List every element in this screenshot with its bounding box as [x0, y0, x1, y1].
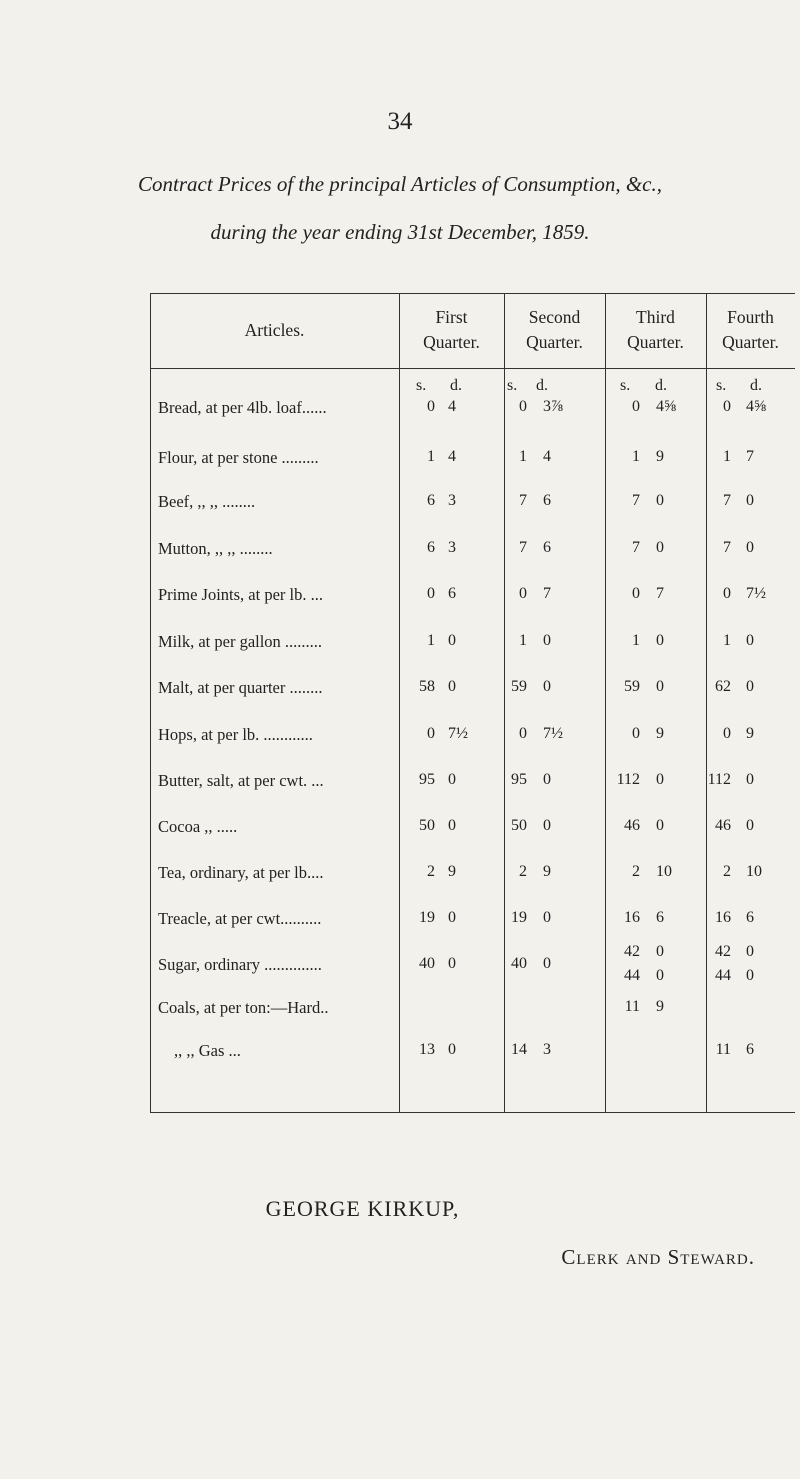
table-row-pence: 0	[448, 771, 456, 788]
table-row-shillings: 7	[632, 539, 640, 556]
header-q4-line1: Fourth	[727, 307, 774, 327]
header-q4-line2: Quarter.	[722, 332, 779, 352]
header-q3-line1: Third	[636, 307, 675, 327]
table-row-shillings: 0	[632, 585, 640, 602]
table-row-pence: 0	[746, 632, 754, 649]
article-label: Malt, at per quarter ........	[158, 678, 323, 697]
table-row-pence: 3	[448, 492, 456, 509]
sugar-row-pence: 0	[656, 967, 664, 984]
article-label: Cocoa ,, .....	[158, 817, 238, 836]
table-row-pence: 0	[746, 771, 754, 788]
sugar-row-shillings: 42	[624, 943, 640, 960]
article-label: Mutton, ,, ,, ........	[158, 539, 273, 558]
coals-gas-row-shillings: 14	[511, 1041, 527, 1058]
article-label: ,, ,, Gas ...	[174, 1041, 241, 1060]
table-row-shillings: 7	[723, 492, 731, 509]
title-line-2: during the year ending 31st December, 1859.	[210, 220, 590, 244]
header-q4	[706, 305, 795, 355]
table-row-shillings: 2	[723, 863, 731, 880]
table-row-pence: 7	[543, 585, 551, 602]
table-row-pence: 0	[448, 678, 456, 695]
table-row-shillings: 1	[632, 448, 640, 465]
table-row-pence: 0	[746, 539, 754, 556]
table-row-pence: 10	[656, 863, 672, 880]
table-row-pence: 4	[448, 398, 456, 415]
header-q1-line1: First	[435, 307, 468, 327]
table-row-shillings: 16	[624, 909, 640, 926]
header-q2-line2: Quarter.	[526, 332, 583, 352]
table-row-shillings: 62	[715, 678, 731, 695]
unit-s: s.	[416, 377, 427, 394]
article-label: Sugar, ordinary ..............	[158, 955, 322, 974]
coals-hard-row-shillings: 11	[624, 998, 640, 1015]
coals-gas-row-shillings: 11	[715, 1041, 731, 1058]
table-row-shillings: 19	[419, 909, 435, 926]
table-row-pence: 0	[746, 817, 754, 834]
coals-gas-row-pence: 6	[746, 1041, 754, 1058]
table-row-pence: 7	[656, 585, 664, 602]
table-row-shillings: 95	[419, 771, 435, 788]
table-row-pence: 10	[746, 863, 762, 880]
table-row-shillings: 1	[632, 632, 640, 649]
table-row-pence: 0	[656, 632, 664, 649]
table-row-pence: 7	[746, 448, 754, 465]
unit-d: d.	[450, 377, 462, 394]
table-row-shillings: 2	[632, 863, 640, 880]
header-rule	[150, 368, 795, 369]
table-row-shillings: 0	[632, 398, 640, 415]
table-row-shillings: 1	[723, 448, 731, 465]
table-row-shillings: 59	[624, 678, 640, 695]
table-row-pence: 4	[543, 448, 551, 465]
table-row-shillings: 0	[427, 585, 435, 602]
coals-gas-row-pence: 0	[448, 1041, 456, 1058]
sugar-row-pence: 0	[746, 967, 754, 984]
table-row-pence: 4⅝	[746, 398, 766, 415]
table-row-pence: 0	[656, 539, 664, 556]
table-row-pence: 0	[543, 909, 551, 926]
sugar-row-pence: 0	[448, 955, 456, 972]
table-row-shillings: 58	[419, 678, 435, 695]
unit-s: s.	[716, 377, 727, 394]
sugar-row-shillings: 44	[624, 967, 640, 984]
sugar-row-pence: 0	[746, 943, 754, 960]
table-row-shillings: 0	[723, 398, 731, 415]
table-row-shillings: 7	[519, 539, 527, 556]
coals-gas-row-shillings: 13	[419, 1041, 435, 1058]
table-bottom-rule	[150, 1112, 795, 1113]
table-row-pence: 9	[448, 863, 456, 880]
column-rule	[706, 293, 707, 1113]
table-row-pence: 0	[543, 817, 551, 834]
table-row-shillings: 1	[519, 632, 527, 649]
table-row-pence: 4	[448, 448, 456, 465]
price-table	[150, 293, 795, 1113]
header-q1	[399, 305, 504, 355]
column-rule	[399, 293, 400, 1113]
article-label: Butter, salt, at per cwt. ...	[158, 771, 324, 790]
table-row-pence: 6	[746, 909, 754, 926]
table-left-rule	[150, 293, 151, 1113]
table-row-pence: 0	[656, 817, 664, 834]
table-row-pence: 0	[656, 771, 664, 788]
column-rule	[504, 293, 505, 1113]
coals-gas-row-pence: 3	[543, 1041, 551, 1058]
table-row-shillings: 0	[723, 725, 731, 742]
table-row-pence: 6	[656, 909, 664, 926]
table-row-shillings: 46	[624, 817, 640, 834]
table-row-shillings: 0	[519, 585, 527, 602]
table-row-shillings: 6	[427, 492, 435, 509]
signature-name: GEORGE KIRKUP,	[265, 1196, 460, 1221]
table-row-pence: 0	[656, 678, 664, 695]
table-row-pence: 6	[543, 492, 551, 509]
table-row-pence: 0	[448, 909, 456, 926]
table-row-shillings: 0	[427, 725, 435, 742]
table-row-pence: 7½	[746, 585, 766, 602]
table-row-shillings: 16	[715, 909, 731, 926]
article-label: Prime Joints, at per lb. ...	[158, 585, 323, 604]
table-row-pence: 9	[746, 725, 754, 742]
table-row-shillings: 6	[427, 539, 435, 556]
sugar-row-pence: 0	[656, 943, 664, 960]
article-label: Tea, ordinary, at per lb....	[158, 863, 324, 882]
table-row-pence: 0	[746, 678, 754, 695]
table-row-pence: 9	[656, 448, 664, 465]
table-row-shillings: 7	[519, 492, 527, 509]
table-row-pence: 6	[543, 539, 551, 556]
sugar-row-shillings: 44	[715, 967, 731, 984]
table-row-pence: 9	[543, 863, 551, 880]
unit-d: d.	[536, 377, 548, 394]
article-label: Bread, at per 4lb. loaf......	[158, 398, 327, 417]
table-row-shillings: 112	[616, 771, 640, 788]
table-row-shillings: 19	[511, 909, 527, 926]
table-row-pence: 6	[448, 585, 456, 602]
table-row-pence: 9	[656, 725, 664, 742]
header-q3	[605, 305, 706, 355]
unit-s: s.	[620, 377, 631, 394]
table-row-shillings: 0	[632, 725, 640, 742]
coals-hard-row-pence: 9	[656, 998, 664, 1015]
table-top-rule	[150, 293, 795, 294]
header-articles: Articles.	[244, 320, 305, 340]
table-row-shillings: 7	[632, 492, 640, 509]
sugar-row-shillings: 42	[715, 943, 731, 960]
table-row-pence: 0	[448, 817, 456, 834]
table-row-shillings: 1	[427, 632, 435, 649]
table-row-shillings: 95	[511, 771, 527, 788]
header-q2	[504, 305, 605, 355]
title-line-1: Contract Prices of the principal Articles of Consumption, &c.,	[138, 172, 662, 196]
unit-d: d.	[655, 377, 667, 394]
header-q1-line2: Quarter.	[423, 332, 480, 352]
article-label: Flour, at per stone .........	[158, 448, 319, 467]
unit-d: d.	[750, 377, 762, 394]
table-row-pence: 0	[746, 492, 754, 509]
table-row-shillings: 0	[723, 585, 731, 602]
article-label: Hops, at per lb. ............	[158, 725, 313, 744]
page-number: 34	[387, 108, 413, 135]
sugar-row-shillings: 40	[511, 955, 527, 972]
table-row-shillings: 7	[723, 539, 731, 556]
table-row-shillings: 46	[715, 817, 731, 834]
table-row-pence: 0	[543, 771, 551, 788]
column-rule	[605, 293, 606, 1113]
sugar-row-shillings: 40	[419, 955, 435, 972]
table-row-shillings: 112	[707, 771, 731, 788]
table-row-pence: 3	[448, 539, 456, 556]
table-row-pence: 7½	[448, 725, 468, 742]
article-label: Beef, ,, ,, ........	[158, 492, 256, 511]
table-row-pence: 0	[543, 632, 551, 649]
table-row-pence: 3⅞	[543, 398, 563, 415]
table-row-pence: 0	[656, 492, 664, 509]
signature-title: Clerk and Steward.	[561, 1245, 755, 1269]
table-row-shillings: 1	[723, 632, 731, 649]
header-q2-line1: Second	[528, 307, 581, 327]
article-label: Coals, at per ton:—Hard..	[158, 998, 329, 1017]
table-row-pence: 4⅝	[656, 398, 676, 415]
table-row-pence: 0	[543, 678, 551, 695]
table-row-shillings: 59	[511, 678, 527, 695]
table-row-shillings: 50	[419, 817, 435, 834]
unit-s: s.	[507, 377, 518, 394]
table-row-shillings: 0	[427, 398, 435, 415]
table-row-pence: 7½	[543, 725, 563, 742]
table-row-shillings: 1	[519, 448, 527, 465]
header-q3-line2: Quarter.	[627, 332, 684, 352]
table-row-shillings: 0	[519, 398, 527, 415]
table-row-shillings: 2	[519, 863, 527, 880]
sugar-row-pence: 0	[543, 955, 551, 972]
table-row-shillings: 2	[427, 863, 435, 880]
table-row-shillings: 1	[427, 448, 435, 465]
article-label: Milk, at per gallon .........	[158, 632, 323, 651]
article-label: Treacle, at per cwt..........	[158, 909, 322, 928]
table-row-pence: 0	[448, 632, 456, 649]
table-row-shillings: 0	[519, 725, 527, 742]
table-row-shillings: 50	[511, 817, 527, 834]
